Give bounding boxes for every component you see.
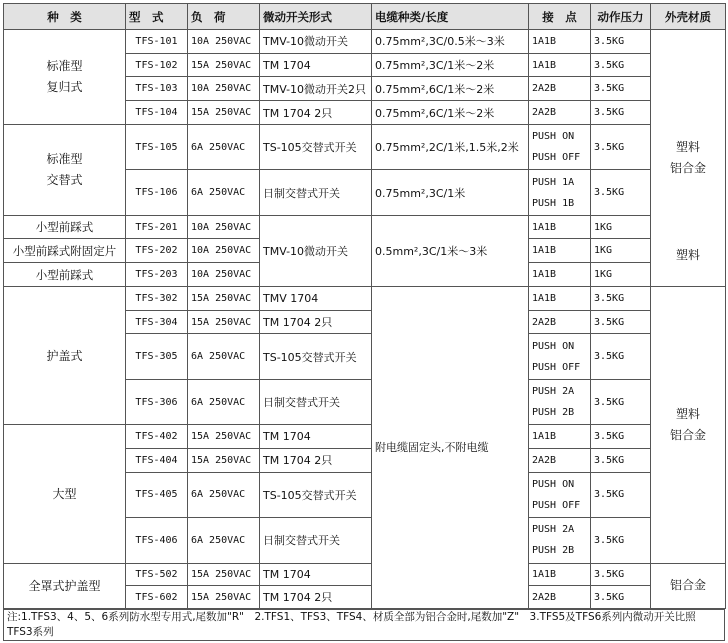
material-plastic-aluminum — [651, 30, 726, 287]
table-row — [4, 286, 726, 310]
cell-cable: 0.75mm²,3C/1米～2米 — [372, 53, 529, 77]
header-type: 种 类 — [4, 4, 126, 30]
table-row — [4, 124, 726, 169]
cell-contact: 1A1B — [529, 30, 591, 54]
material-plastic-aluminum — [651, 286, 726, 563]
cell-model: TFS-406 — [126, 518, 188, 563]
cell-switch: TM 1704 2只 — [260, 310, 372, 334]
cell-contact — [529, 472, 591, 517]
cell-pressure: 3.5KG — [591, 310, 651, 334]
group-label: 标准型 — [46, 58, 83, 73]
contact-line: PUSH 2B — [532, 407, 575, 419]
material-aluminum: 铝合金 — [651, 563, 726, 608]
cell-pressure: 1KG — [591, 215, 651, 239]
cell-model: TFS-405 — [126, 472, 188, 517]
spec-table — [3, 3, 726, 609]
cell-model: TFS-105 — [126, 124, 188, 169]
group-small-front-bracket: 小型前踩式附固定片 — [4, 239, 126, 263]
cell-contact — [529, 379, 591, 424]
cell-switch: TMV 1704 — [260, 286, 372, 310]
cell-model: TFS-306 — [126, 379, 188, 424]
cell-load: 6A 250VAC — [188, 472, 260, 517]
group-full-cover: 全罩式护盖型 — [4, 563, 126, 608]
group-cover: 护盖式 — [4, 286, 126, 424]
cell-cable: 附电缆固定头,不附电缆 — [372, 286, 529, 608]
cell-model: TFS-103 — [126, 77, 188, 101]
cell-model: TFS-101 — [126, 30, 188, 54]
table-row — [4, 425, 726, 449]
cell-model: TFS-202 — [126, 239, 188, 263]
cell-contact: 2A2B — [529, 448, 591, 472]
cell-load: 15A 250VAC — [188, 563, 260, 586]
group-large: 大型 — [4, 425, 126, 563]
cell-load: 6A 250VAC — [188, 518, 260, 563]
material-label: 塑料 — [675, 406, 700, 421]
cell-model: TFS-106 — [126, 170, 188, 215]
cell-contact: 2A2B — [529, 310, 591, 334]
cell-load: 15A 250VAC — [188, 425, 260, 449]
contact-line: PUSH 2A — [532, 524, 575, 536]
cell-cable: 0.75mm²,3C/1米 — [372, 170, 529, 215]
contact-line: PUSH OFF — [532, 361, 581, 373]
contact-line: PUSH 1A — [532, 176, 575, 188]
cell-cable: 0.75mm²,6C/1米～2米 — [372, 77, 529, 101]
cell-switch: TM 1704 — [260, 425, 372, 449]
cell-pressure: 3.5KG — [591, 586, 651, 609]
cell-load: 15A 250VAC — [188, 101, 260, 125]
cell-contact: 1A1B — [529, 53, 591, 77]
cell-pressure: 1KG — [591, 263, 651, 287]
cell-model: TFS-102 — [126, 53, 188, 77]
footnote: 注:1.TFS3、4、5、6系列防水型专用式,尾数加"R" 2.TFS1、TFS3、TFS4、材质全部为铝合金时,尾数加"Z" 3.TFS5及TFS6系列内微动开关比照TFS3系列 — [3, 609, 725, 641]
cell-model: TFS-302 — [126, 286, 188, 310]
cell-contact: 1A1B — [529, 239, 591, 263]
cell-cable: 0.5mm²,3C/1米～3米 — [372, 215, 529, 286]
cell-load: 10A 250VAC — [188, 239, 260, 263]
cell-switch: 日制交替式开关 — [260, 379, 372, 424]
cell-pressure: 3.5KG — [591, 379, 651, 424]
cell-switch: TM 1704 2只 — [260, 448, 372, 472]
cell-pressure: 3.5KG — [591, 77, 651, 101]
material-label: 铝合金 — [669, 160, 706, 175]
cell-contact: 2A2B — [529, 586, 591, 609]
cell-switch: TS-105交替式开关 — [260, 124, 372, 169]
cell-cable: 0.75mm²,6C/1米～2米 — [372, 101, 529, 125]
contact-line: PUSH ON — [532, 131, 575, 143]
contact-line: PUSH 1B — [532, 197, 575, 209]
cell-switch: TM 1704 2只 — [260, 586, 372, 609]
cell-pressure: 3.5KG — [591, 286, 651, 310]
cell-switch: 日制交替式开关 — [260, 170, 372, 215]
cell-switch: TMV-10微动开关 — [260, 30, 372, 54]
table-row — [4, 215, 726, 239]
header-switch: 微动开关形式 — [260, 4, 372, 30]
cell-switch: TS-105交替式开关 — [260, 334, 372, 379]
cell-switch: 日制交替式开关 — [260, 518, 372, 563]
cell-cable: 0.75mm²,3C/0.5米～3米 — [372, 30, 529, 54]
group-small-front: 小型前踩式 — [4, 263, 126, 287]
cell-contact: 1A1B — [529, 563, 591, 586]
contact-line: PUSH ON — [532, 478, 575, 490]
cell-load: 15A 250VAC — [188, 310, 260, 334]
header-material: 外壳材质 — [651, 4, 726, 30]
cell-pressure: 3.5KG — [591, 124, 651, 169]
group-small-front: 小型前踩式 — [4, 215, 126, 239]
cell-cable: 0.75mm²,2C/1米,1.5米,2米 — [372, 124, 529, 169]
cell-load: 15A 250VAC — [188, 448, 260, 472]
group-label: 复归式 — [46, 79, 83, 94]
cell-model: TFS-305 — [126, 334, 188, 379]
cell-model: TFS-203 — [126, 263, 188, 287]
cell-switch: TMV-10微动开关2只 — [260, 77, 372, 101]
cell-model: TFS-201 — [126, 215, 188, 239]
table-row — [4, 563, 726, 586]
group-standard-alternate — [4, 124, 126, 215]
header-pressure: 动作压力 — [591, 4, 651, 30]
cell-pressure: 3.5KG — [591, 472, 651, 517]
cell-contact: 1A1B — [529, 263, 591, 287]
cell-contact: 2A2B — [529, 77, 591, 101]
cell-pressure: 3.5KG — [591, 334, 651, 379]
cell-switch: TM 1704 — [260, 53, 372, 77]
cell-switch: TM 1704 — [260, 563, 372, 586]
cell-load: 10A 250VAC — [188, 263, 260, 287]
cell-model: TFS-402 — [126, 425, 188, 449]
cell-load: 6A 250VAC — [188, 334, 260, 379]
cell-load: 15A 250VAC — [188, 286, 260, 310]
cell-load: 6A 250VAC — [188, 170, 260, 215]
cell-pressure: 3.5KG — [591, 170, 651, 215]
cell-load: 10A 250VAC — [188, 215, 260, 239]
contact-line: PUSH OFF — [532, 152, 581, 164]
cell-contact — [529, 334, 591, 379]
cell-pressure: 3.5KG — [591, 518, 651, 563]
cell-pressure: 3.5KG — [591, 101, 651, 125]
cell-model: TFS-104 — [126, 101, 188, 125]
cell-load: 6A 250VAC — [188, 379, 260, 424]
contact-line: PUSH 2B — [532, 545, 575, 557]
cell-pressure: 3.5KG — [591, 563, 651, 586]
group-label: 交替式 — [46, 172, 83, 187]
header-model: 型 式 — [126, 4, 188, 30]
cell-switch: TMV-10微动开关 — [260, 215, 372, 286]
contact-line: PUSH 2A — [532, 386, 575, 398]
contact-line: PUSH ON — [532, 340, 575, 352]
cell-switch: TS-105交替式开关 — [260, 472, 372, 517]
cell-contact — [529, 170, 591, 215]
cell-load: 10A 250VAC — [188, 77, 260, 101]
header-cable: 电缆种类/长度 — [372, 4, 529, 30]
cell-pressure: 3.5KG — [591, 53, 651, 77]
group-label: 标准型 — [46, 151, 83, 166]
material-label: 铝合金 — [669, 427, 706, 442]
cell-contact: 2A2B — [529, 101, 591, 125]
material-label-plastic: 塑料 — [675, 247, 700, 262]
contact-line: PUSH OFF — [532, 499, 581, 511]
cell-load: 15A 250VAC — [188, 53, 260, 77]
header-row — [4, 4, 726, 30]
cell-contact: 1A1B — [529, 286, 591, 310]
cell-contact: 1A1B — [529, 425, 591, 449]
cell-contact: 1A1B — [529, 215, 591, 239]
cell-contact — [529, 518, 591, 563]
table-row — [4, 30, 726, 54]
material-label: 塑料 — [675, 139, 700, 154]
cell-switch: TM 1704 2只 — [260, 101, 372, 125]
cell-model: TFS-502 — [126, 563, 188, 586]
cell-model: TFS-404 — [126, 448, 188, 472]
header-load: 负 荷 — [188, 4, 260, 30]
cell-model: TFS-304 — [126, 310, 188, 334]
cell-pressure: 3.5KG — [591, 30, 651, 54]
cell-pressure: 1KG — [591, 239, 651, 263]
cell-contact — [529, 124, 591, 169]
cell-load: 6A 250VAC — [188, 124, 260, 169]
cell-load: 15A 250VAC — [188, 586, 260, 609]
cell-pressure: 3.5KG — [591, 425, 651, 449]
cell-model: TFS-602 — [126, 586, 188, 609]
header-contact: 接 点 — [529, 4, 591, 30]
cell-load: 10A 250VAC — [188, 30, 260, 54]
group-standard-return — [4, 30, 126, 125]
cell-pressure: 3.5KG — [591, 448, 651, 472]
